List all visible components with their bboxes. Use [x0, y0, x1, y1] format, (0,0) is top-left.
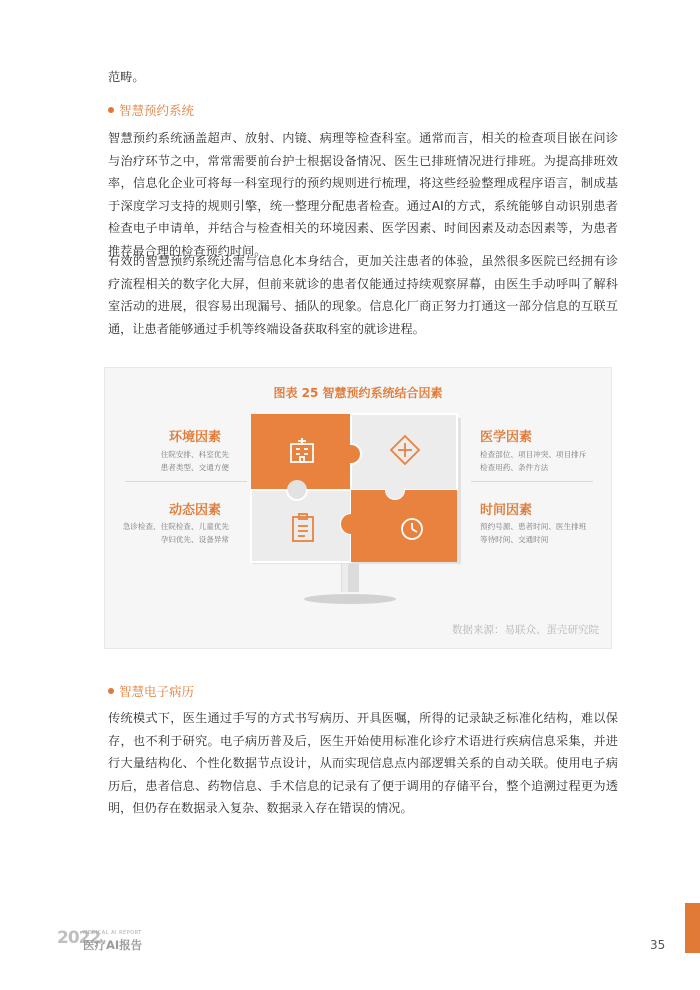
factor-desc-line: 检查用药、条件方法: [480, 463, 549, 472]
section-heading-emr: [108, 682, 194, 700]
figure-smart-appointment-factors: [104, 367, 612, 649]
intro-fragment: 范畴。: [108, 70, 145, 84]
figure-source: 数据来源：易联众、蛋壳研究院: [452, 624, 599, 636]
bullet-dot-icon: [108, 688, 114, 694]
factor-desc-line: 等待时间、交通时间: [480, 535, 549, 544]
factor-desc-line: 急诊检查、住院检查、儿童优先: [122, 522, 229, 531]
factor-desc-line: 患者类型、交通方便: [160, 463, 229, 472]
factor-title-time: 时间因素: [480, 503, 533, 518]
bullet-dot-icon: [108, 107, 114, 113]
puzzle-piece-medical: [351, 414, 457, 500]
factor-desc-environment: [161, 448, 229, 474]
divider: [471, 481, 593, 482]
factor-desc-medical: [480, 448, 586, 474]
paragraph: 智慧预约系统涵盖超声、放射、内镜、病理等检查科室。通常而言，相关的检查项目嵌在问诊与治疗环节之中，常常需要前台护士根据设备情况、医生已排班情况进行排班。为提高排班效率，信息化企业可将每一科室现行的预约规则进行梳理，将这些经验整理成程序语言，制成基于深度学习支持的规则引擎，统一整理分配患者检查。通过AI的方式，系统能够自动识别患者检查电子申请单，并结合与检查相关的环境因素、医学因素、时间因素及动态因素等，为患者推荐最合理的检查预约时间。: [108, 131, 618, 258]
paragraph: 有效的智慧预约系统还需与信息化本身结合，更加关注患者的体验，虽然很多医院已经拥有诊疗流程相关的数字化大屏，但前来就诊的患者仅能通过持续观察屏幕，由医生手动呼叫了解科室活动的进展，很容易出现漏号、插队的现象。信息化厂商正努力打通这一部分信息的互联互通，让患者能够通过手机等终端设备获取科室的就诊进程。: [108, 254, 618, 336]
logo-year: 2022: [57, 928, 101, 948]
factor-title-dynamic: 动态因素: [169, 503, 222, 518]
divider: [125, 481, 247, 482]
puzzle-monitor-graphic: [245, 410, 475, 610]
puzzle-piece-environment: [251, 414, 361, 490]
monitor-stand-base: [304, 594, 396, 604]
page-number: 35: [650, 938, 666, 952]
section-heading-label: 智慧预约系统: [119, 103, 195, 118]
factor-title-medical: 医学因素: [480, 430, 533, 445]
page-edge-bar: [685, 903, 700, 953]
logo-title: 医疗AI报告: [83, 938, 143, 952]
factor-desc-line: 预约号源、患者时间、医生排班: [480, 522, 587, 531]
factor-desc-line: 孕妇优先、设备异常: [160, 535, 229, 544]
factor-desc-time: [480, 520, 586, 546]
factor-desc-dynamic: [123, 520, 229, 546]
logo-subtitle: MEDICAL AI REPORT: [83, 930, 142, 936]
factor-title-environment: 环境因素: [169, 430, 222, 445]
section-heading-appointment: [108, 101, 194, 119]
figure-title: 图表 25 智慧预约系统结合因素: [273, 386, 443, 400]
factor-desc-line: 检查部位、项目冲突、项目排斥: [480, 450, 587, 459]
factor-desc-line: 住院安排、科室优先: [160, 450, 229, 459]
paragraph: 传统模式下，医生通过手写的方式书写病历、开具医嘱，所得的记录缺乏标准化结构，难以保存，也不利于研究。电子病历普及后，医生开始使用标准化诊疗术语进行疾病信息采集，并进行大量结构化、个性化数据节点设计，从而实现信息点内部逻辑关系的自动关联。使用电子病历后，患者信息、药物信息、手术信息的记录有了便于调用的存储平台，整个追溯过程更为透明，但仍存在数据录入复杂、数据录入存在错误的情况。: [108, 711, 618, 816]
puzzle-piece-time: [341, 490, 457, 562]
section-heading-label: 智慧电子病历: [119, 684, 195, 699]
